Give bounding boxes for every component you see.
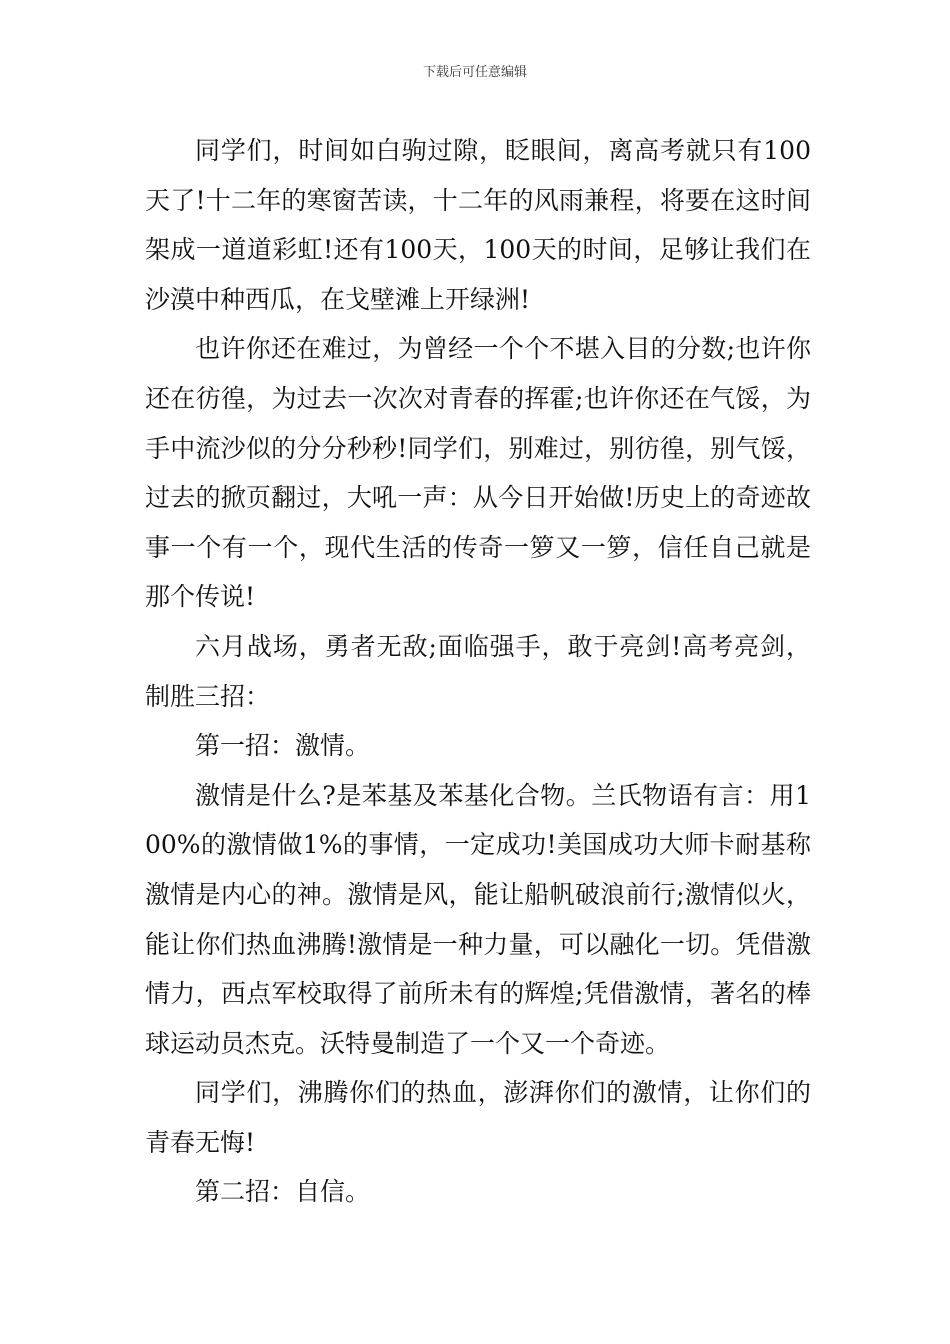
paragraph-passion-call: 同学们，沸腾你们的热血，澎湃你们的激情，让你们的青春无悔! (145, 1078, 811, 1157)
paragraph-passion: 激情是什么?是苯基及苯基化合物。兰氏物语有言：用100%的激情做1%的事情，一定成功!美国成功大师卡耐基称激情是内心的神。激情是风，能让船帆破浪前行;激情似火，能让你们热血沸腾!激情是一种力量，可以融化一切。凭借激情力，西点军校取得了前所未有的辉煌;凭借激情，著名的棒球运动员杰克。沃特曼制造了一个又一个奇迹。 (145, 780, 811, 1058)
paragraph-intro: 同学们，时间如白驹过隙，眨眼间，离高考就只有100天了!十二年的寒窗苦读，十二年的风雨兼程，将要在这时间架成一道道彩虹!还有100天，100天的时间，足够让我们在沙漠中种西瓜，在戈壁滩上开绿洲! (145, 136, 811, 314)
heading-first-move: 第一招：激情。 (195, 731, 371, 761)
page-header-note: 下载后可任意编辑 (422, 65, 527, 80)
paragraph-encouragement: 也许你还在难过，为曾经一个个不堪入目的分数;也许你还在彷徨，为过去一次次对青春的挥霍;也许你还在气馁，为手中流沙似的分分秒秒!同学们，别难过，别彷徨，别气馁，过去的掀页翻过，大吼一声：从今日开始做!历史上的奇迹故事一个有一个，现代生活的传奇一箩又一箩，信任自己就是那个传说! (145, 334, 811, 612)
document-body (145, 126, 811, 1217)
paragraph-three-moves: 六月战场，勇者无敌;面临强手，敢于亮剑!高考亮剑，制胜三招： (145, 631, 811, 711)
heading-second-move: 第二招：自信。 (195, 1177, 371, 1207)
